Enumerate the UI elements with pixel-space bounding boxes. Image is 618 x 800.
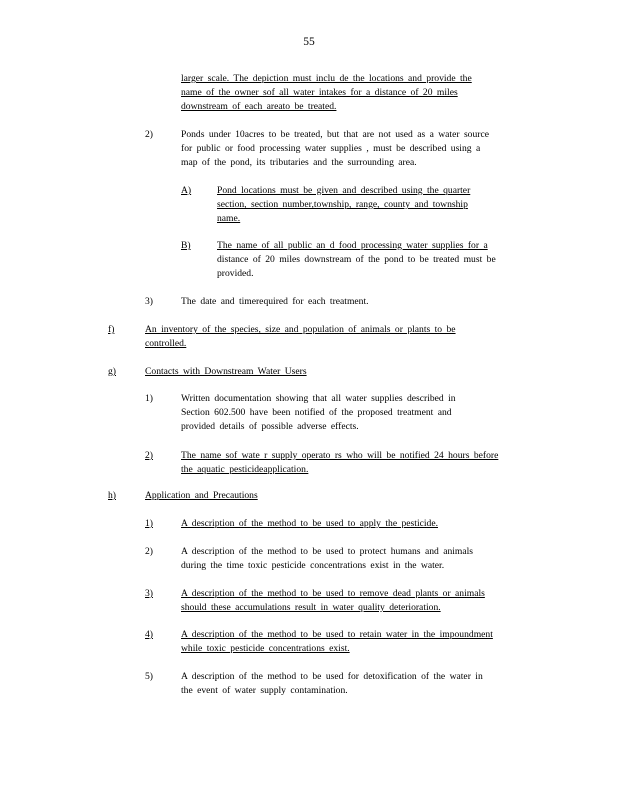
item-label: 5): [145, 671, 153, 682]
text-line: should these accumulations result in water quality deterioration.: [181, 602, 441, 613]
text-line: An inventory of the species, size and population of animals or plants to be: [145, 324, 456, 335]
text-line: while toxic pesticide concentrations exist.: [181, 643, 350, 654]
text-line: A description of the method to be used to retain water in the impoundment: [181, 629, 493, 640]
sub-label-b: B): [181, 240, 191, 251]
item-label: 3): [145, 296, 153, 307]
text-line: name.: [217, 213, 241, 224]
page-number: 55: [303, 36, 315, 48]
text-line: larger scale. The depiction must inclu de the locations and provide the: [181, 73, 472, 84]
section-h-title: Application and Precautions: [145, 490, 258, 501]
sub-label-a: A): [181, 185, 192, 196]
h-item-5-paragraph: [181, 670, 541, 698]
text-line: name of the owner sof all water intakes for a distance of 20 miles: [181, 87, 458, 98]
text-line: Written documentation showing that all water supplies described in: [181, 393, 456, 404]
sub-b-paragraph: [217, 239, 537, 281]
h-item-3-paragraph: [181, 587, 541, 615]
item-2-paragraph: [181, 128, 531, 170]
section-f-paragraph: [145, 323, 515, 351]
text-line: The name sof wate r supply operato rs who will be notified 24 hours before: [181, 450, 499, 461]
continuation-paragraph: [181, 72, 521, 114]
item-label: 1): [145, 393, 153, 404]
text-line: A description of the method to be used to remove dead plants or animals: [181, 588, 485, 599]
text-line: downstream of each areato be treated.: [181, 101, 337, 112]
text-line: Section 602.500 have been notified of the proposed treatment and: [181, 407, 452, 418]
item-label: 3): [145, 588, 153, 599]
item-label: 2): [145, 546, 153, 557]
text-line: A description of the method to be used to protect humans and animals: [181, 546, 474, 557]
text-line: distance of 20 miles downstream of the pond to be treated must be: [217, 254, 496, 265]
text-line: for public or food processing water supplies , must be described using a: [181, 143, 481, 154]
item-3-text: The date and timerequired for each treatment.: [181, 296, 369, 307]
text-line: The name of all public an d food processing water supplies for a: [217, 240, 488, 251]
text-line: section, section number,township, range, county and township: [217, 199, 468, 210]
text-line: Ponds under 10acres to be treated, but that are not used as a water source: [181, 129, 489, 140]
text-line: the aquatic pesticideapplication.: [181, 464, 309, 475]
item-label: 2): [145, 129, 153, 140]
text-line: the event of water supply contamination.: [181, 685, 348, 696]
text-line: during the time toxic pesticide concentrations exist in the water.: [181, 560, 445, 571]
text-line: controlled.: [145, 338, 187, 349]
text-line: Pond locations must be given and described using the quarter: [217, 185, 471, 196]
section-label-f: f): [108, 324, 115, 335]
h-item-4-paragraph: [181, 628, 551, 656]
text-line: provided details of possible adverse effects.: [181, 421, 359, 432]
g-item-2-paragraph: [181, 449, 541, 477]
item-label: 2): [145, 450, 153, 461]
text-line: A description of the method to be used for detoxification of the water in: [181, 671, 483, 682]
item-label: 1): [145, 518, 153, 529]
section-label-g: g): [108, 366, 116, 377]
g-item-1-paragraph: [181, 392, 511, 434]
text-line: A description of the method to be used to apply the pesticide.: [181, 518, 438, 529]
item-label: 4): [145, 629, 153, 640]
h-item-1-paragraph: [181, 517, 511, 531]
text-line: provided.: [217, 268, 254, 279]
text-line: map of the pond, its tributaries and the surrounding area.: [181, 157, 417, 168]
section-label-h: h): [108, 490, 116, 501]
h-item-2-paragraph: [181, 545, 531, 573]
sub-a-paragraph: [217, 184, 527, 226]
section-g-title: Contacts with Downstream Water Users: [145, 366, 307, 377]
